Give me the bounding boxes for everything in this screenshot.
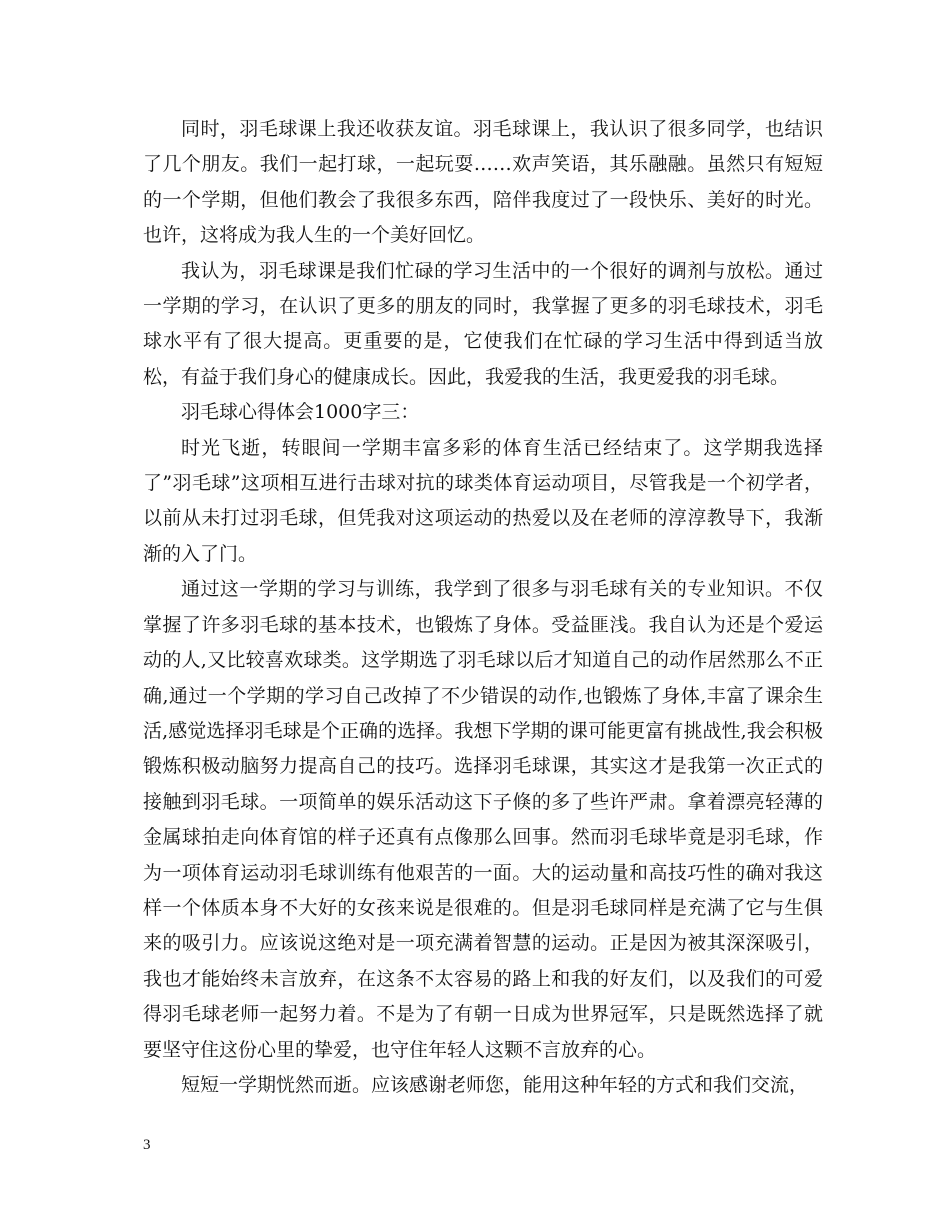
paragraph-intro: 时光飞逝，转眼间一学期丰富多彩的体育生活已经结束了。这学期我选择了”羽毛球”这项相互进行击球对抗的球类体育运动项目，尽管我是一个初学者，以前从未打过羽毛球，但凭我对这项运动的热爱以及在老师的淳淳教导下，我渐渐的入了门。 [143,436,823,565]
document-body [143,112,823,1103]
paragraph-friendship: 同时，羽毛球课上我还收获友谊。羽毛球课上，我认识了很多同学，也结识了几个朋友。我们一起打球，一起玩耍……欢声笑语，其乐融融。虽然只有短短的一个学期，但他们教会了我很多东西，陪伴我度过了一段快乐、美好的时光。也许，这将成为我人生的一个美好回忆。 [143,118,823,247]
paragraph-closing: 短短一学期恍然而逝。应该感谢老师您，能用这种年轻的方式和我们交流， [181,1073,809,1096]
section-heading: 羽毛球心得体会1000字三： [181,401,420,424]
paragraph-training: 通过这一学期的学习与训练，我学到了很多与羽毛球有关的专业知识。不仅掌握了许多羽毛球的基本技术，也锻炼了身体。受益匪浅。我自认为还是个爱运动的人,又比较喜欢球类。这学期选了羽毛球以后才知道自己的动作居然那么不正确,通过一个学期的学习自己改掉了不少错误的动作,也锻炼了身体,丰富了课余生活,感觉选择羽毛球是个正确的选择。我想下学期的课可能更富有挑战性,我会积极锻炼积极动脑努力提高自己的技巧。选择羽毛球课，其实这才是我第一次正式的接触到羽毛球。一项简单的娱乐活动这下子倏的多了些许严肃。拿着漂亮轻薄的金属球拍走向体育馆的样子还真有点像那么回事。然而羽毛球毕竟是羽毛球，作为一项体育运动羽毛球训练有他艰苦的一面。大的运动量和高技巧性的确对我这样一个体质本身不大好的女孩来说是很难的。但是羽毛球同样是充满了它与生俱来的吸引力。应该说这绝对是一项充满着智慧的运动。正是因为被其深深吸引，我也才能始终未言放弃，在这条不太容易的路上和我的好友们，以及我们的可爱得羽毛球老师一起努力着。不是为了有朝一日成为世界冠军，只是既然选择了就要坚守住这份心里的挚爱，也守住年轻人这颗不言放弃的心。 [143,578,823,1061]
paragraph-conclusion: 我认为，羽毛球课是我们忙碌的学习生活中的一个很好的调剂与放松。通过一学期的学习，在认识了更多的朋友的同时，我掌握了更多的羽毛球技术，羽毛球水平有了很大提高。更重要的是，它使我们在忙碌的学习生活中得到适当放松，有益于我们身心的健康成长。因此，我爱我的生活，我更爱我的羽毛球。 [143,259,823,388]
page-number: 3 [143,1137,151,1153]
